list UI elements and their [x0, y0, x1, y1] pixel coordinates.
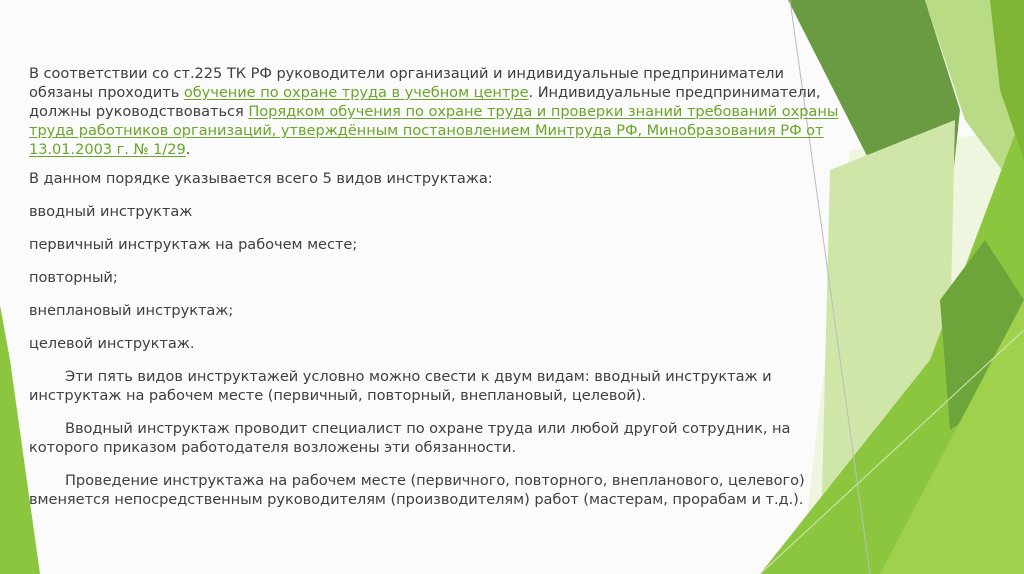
link-training-center[interactable]: обучение по охране труда в учебном центре	[183, 84, 529, 101]
link-training-procedure[interactable]: Порядком обучения по охране труда и проверки знаний требований охраны труда работников организаций, утверждённым постановлением Минтруда РФ, Минобразования РФ от 13.01.2003 г. № 1/29	[29, 103, 839, 158]
paragraph-legal-basis	[29, 64, 839, 159]
list-item-targeted: целевой инструктаж.	[29, 335, 195, 352]
slide-text	[29, 64, 839, 509]
list-item-primary: первичный инструктаж на рабочем месте;	[29, 236, 358, 253]
paragraph-introductory-who: Вводный инструктаж проводит специалист по охране труда или любой другой сотрудник, на которого приказом работодателя возложены эти обязанности.	[29, 420, 791, 456]
paragraph-types-intro: В данном порядке указывается всего 5 видов инструктажа:	[29, 170, 493, 187]
list-item-unscheduled: внеплановый инструктаж;	[29, 302, 234, 319]
list-item-repeated: повторный;	[29, 269, 118, 286]
text-before-link: В соответствии со ст.225 ТК РФ руководители организаций и индивидуальные предприниматели обязаны проходить	[29, 65, 784, 101]
list-item-introductory: вводный инструктаж	[29, 203, 193, 220]
paragraph-two-kinds: Эти пять видов инструктажей условно можно свести к двум видам: вводный инструктаж и инструктаж на рабочем месте (первичный, повторный, внеплановый, целевой).	[29, 368, 772, 404]
paragraph-workplace-who: Проведение инструктажа на рабочем месте (первичного, повторного, внепланового, целевого) вменяется непосредственным руководителям (производителям) работ (мастерам, прорабам и т.д.).	[29, 472, 805, 508]
text-after-link: .	[185, 141, 191, 158]
text-between-links: . Индивидуальные предприниматели, должны руководствоваться	[29, 84, 821, 120]
